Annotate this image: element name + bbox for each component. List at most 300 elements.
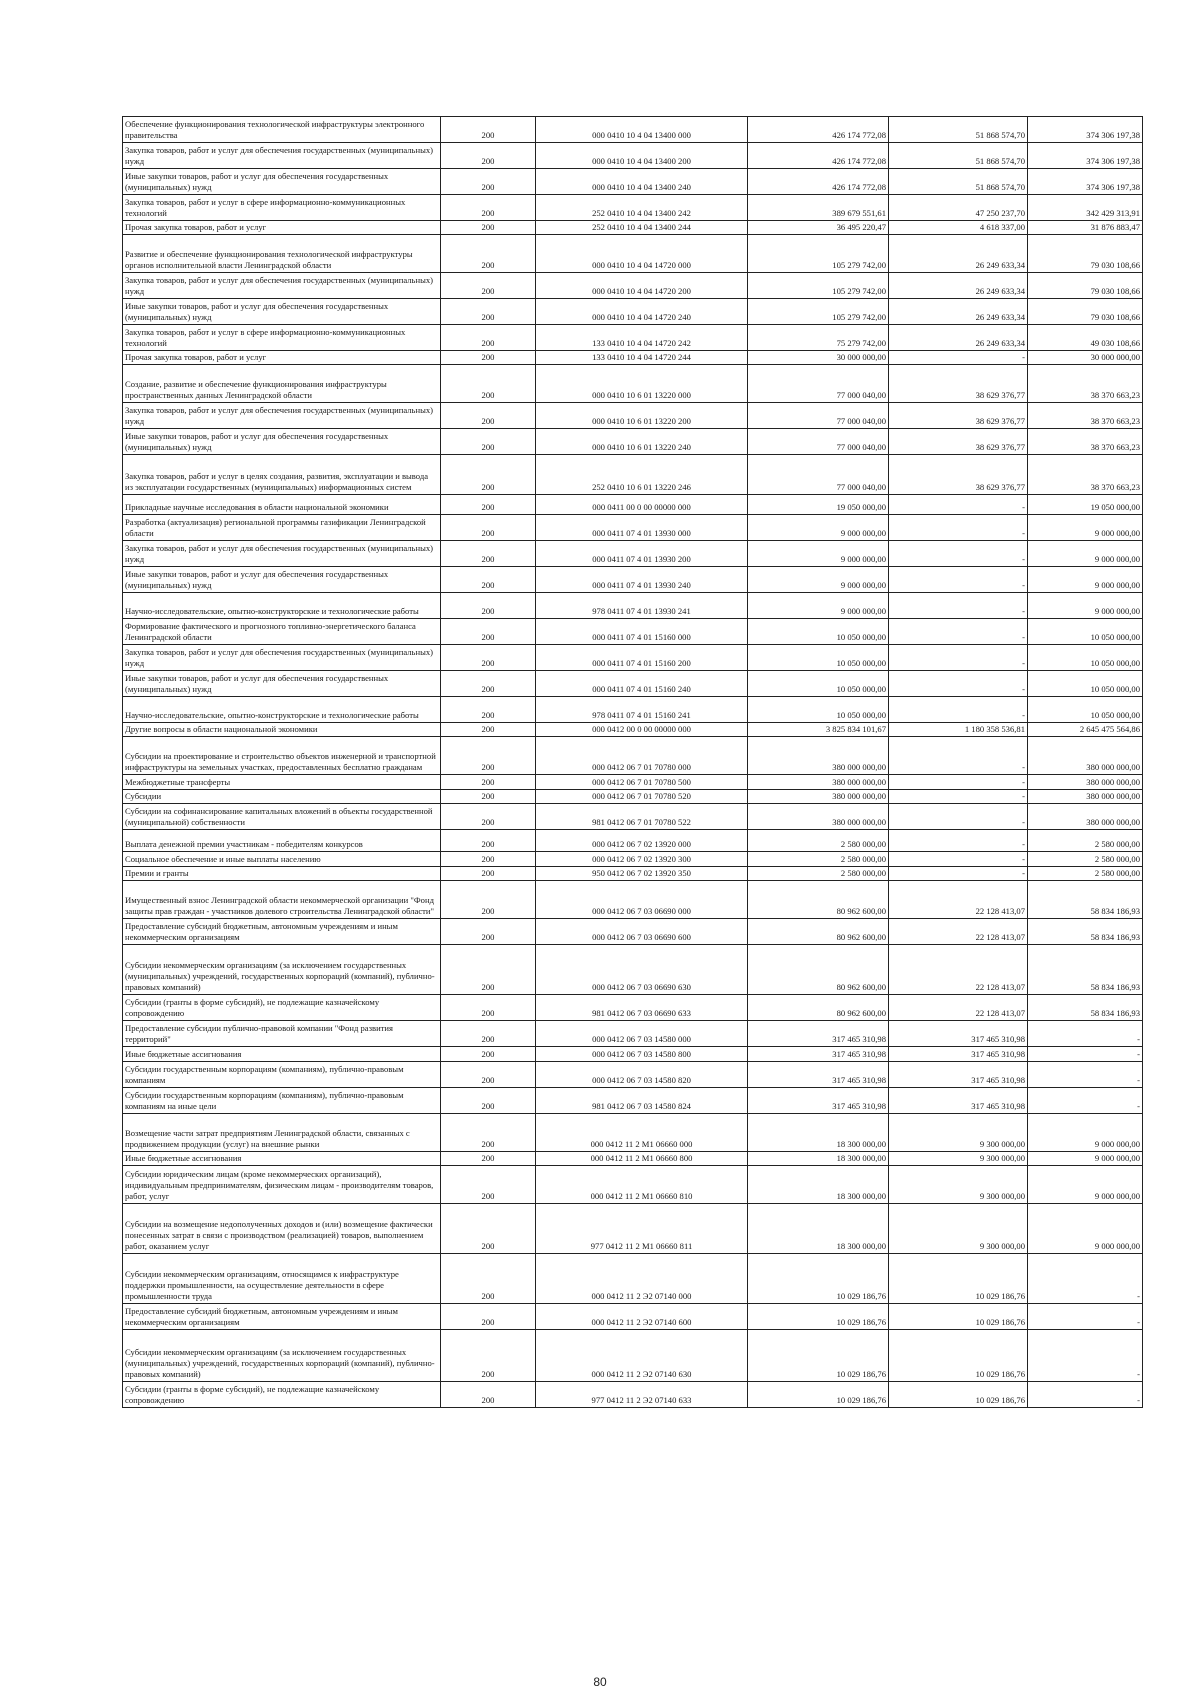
remaining-amount: 10 050 000,00 [1028, 645, 1143, 671]
budget-classification-code: 000 0412 11 2 Э2 07140 600 [536, 1304, 748, 1330]
line-code: 200 [441, 1204, 536, 1254]
line-code: 200 [441, 1330, 536, 1382]
line-code: 200 [441, 143, 536, 169]
approved-amount: 77 000 040,00 [748, 429, 889, 455]
executed-amount: - [889, 804, 1028, 830]
line-code: 200 [441, 325, 536, 351]
table-row [123, 495, 1143, 515]
remaining-amount: 58 834 186,93 [1028, 881, 1143, 919]
budget-classification-code: 000 0412 11 2 Э2 07140 000 [536, 1254, 748, 1304]
executed-amount: - [889, 852, 1028, 867]
line-code: 200 [441, 619, 536, 645]
row-name: Иные закупки товаров, работ и услуг для обеспечения государственных (муниципальных) нужд [123, 429, 441, 455]
line-code: 200 [441, 723, 536, 737]
line-code: 200 [441, 221, 536, 235]
budget-classification-code: 000 0412 00 0 00 00000 000 [536, 723, 748, 737]
row-name: Субсидии некоммерческим организациям, относящимся к инфраструктуре поддержки промышленности, на осуществление деятельности в сфере промышленности труда [123, 1254, 441, 1304]
budget-classification-code: 000 0412 11 2 M1 06660 810 [536, 1166, 748, 1204]
executed-amount: - [889, 737, 1028, 775]
budget-classification-code: 000 0411 07 4 01 15160 200 [536, 645, 748, 671]
budget-classification-code: 000 0411 07 4 01 15160 240 [536, 671, 748, 697]
budget-classification-code: 133 0410 10 4 04 14720 244 [536, 351, 748, 365]
remaining-amount: 19 050 000,00 [1028, 495, 1143, 515]
approved-amount: 10 050 000,00 [748, 645, 889, 671]
approved-amount: 10 029 186,76 [748, 1304, 889, 1330]
executed-amount: 317 465 310,98 [889, 1062, 1028, 1088]
executed-amount: 317 465 310,98 [889, 1088, 1028, 1114]
row-name: Субсидии (гранты в форме субсидий), не подлежащие казначейскому сопровождению [123, 995, 441, 1021]
remaining-amount: 380 000 000,00 [1028, 775, 1143, 790]
table-row [123, 995, 1143, 1021]
approved-amount: 18 300 000,00 [748, 1114, 889, 1152]
remaining-amount: 31 876 883,47 [1028, 221, 1143, 235]
table-row [123, 723, 1143, 737]
approved-amount: 36 495 220,47 [748, 221, 889, 235]
line-code: 200 [441, 235, 536, 273]
row-name: Закупка товаров, работ и услуг для обеспечения государственных (муниципальных) нужд [123, 645, 441, 671]
row-name: Субсидии государственным корпорациям (компаниям), публично-правовым компаниям на иные цели [123, 1088, 441, 1114]
remaining-amount: 79 030 108,66 [1028, 235, 1143, 273]
budget-classification-code: 000 0412 06 7 01 70780 500 [536, 775, 748, 790]
approved-amount: 10 050 000,00 [748, 697, 889, 723]
budget-classification-code: 000 0412 11 2 M1 06660 800 [536, 1152, 748, 1166]
line-code: 200 [441, 1166, 536, 1204]
executed-amount: 22 128 413,07 [889, 919, 1028, 945]
executed-amount: - [889, 790, 1028, 804]
row-name: Имущественный взнос Ленинградской области некоммерческой организации "Фонд защиты прав граждан - участников долевого строительства Ленинградской области" [123, 881, 441, 919]
table-row [123, 235, 1143, 273]
approved-amount: 9 000 000,00 [748, 567, 889, 593]
budget-classification-code: 000 0410 10 4 04 13400 000 [536, 117, 748, 143]
remaining-amount: 38 370 663,23 [1028, 455, 1143, 495]
row-name: Закупка товаров, работ и услуг для обеспечения государственных (муниципальных) нужд [123, 403, 441, 429]
line-code: 200 [441, 1088, 536, 1114]
budget-classification-code: 000 0410 10 6 01 13220 200 [536, 403, 748, 429]
executed-amount: 38 629 376,77 [889, 365, 1028, 403]
approved-amount: 18 300 000,00 [748, 1166, 889, 1204]
remaining-amount: - [1028, 1330, 1143, 1382]
table-row [123, 143, 1143, 169]
approved-amount: 426 174 772,08 [748, 143, 889, 169]
remaining-amount: 9 000 000,00 [1028, 593, 1143, 619]
approved-amount: 75 279 742,00 [748, 325, 889, 351]
executed-amount: - [889, 830, 1028, 852]
table-row [123, 221, 1143, 235]
approved-amount: 380 000 000,00 [748, 804, 889, 830]
executed-amount: - [889, 645, 1028, 671]
line-code: 200 [441, 495, 536, 515]
executed-amount: 26 249 633,34 [889, 235, 1028, 273]
executed-amount: - [889, 541, 1028, 567]
budget-classification-code: 000 0411 07 4 01 13930 240 [536, 567, 748, 593]
remaining-amount: 9 000 000,00 [1028, 541, 1143, 567]
table-row [123, 830, 1143, 852]
approved-amount: 317 465 310,98 [748, 1062, 889, 1088]
remaining-amount: 38 370 663,23 [1028, 429, 1143, 455]
executed-amount: - [889, 593, 1028, 619]
line-code: 200 [441, 169, 536, 195]
table-row [123, 775, 1143, 790]
line-code: 200 [441, 515, 536, 541]
executed-amount: 317 465 310,98 [889, 1021, 1028, 1047]
remaining-amount: 342 429 313,91 [1028, 195, 1143, 221]
line-code: 200 [441, 541, 536, 567]
executed-amount: 4 618 337,00 [889, 221, 1028, 235]
remaining-amount: 2 645 475 564,86 [1028, 723, 1143, 737]
budget-classification-code: 000 0410 10 4 04 13400 240 [536, 169, 748, 195]
budget-classification-code: 000 0410 10 6 01 13220 000 [536, 365, 748, 403]
approved-amount: 77 000 040,00 [748, 403, 889, 429]
row-name: Субсидии государственным корпорациям (компаниям), публично-правовым компаниям [123, 1062, 441, 1088]
line-code: 200 [441, 1152, 536, 1166]
row-name: Иные закупки товаров, работ и услуг для обеспечения государственных (муниципальных) нужд [123, 169, 441, 195]
budget-classification-code: 000 0412 06 7 02 13920 000 [536, 830, 748, 852]
budget-classification-code: 981 0412 06 7 03 14580 824 [536, 1088, 748, 1114]
approved-amount: 105 279 742,00 [748, 273, 889, 299]
remaining-amount: 49 030 108,66 [1028, 325, 1143, 351]
line-code: 200 [441, 1254, 536, 1304]
approved-amount: 426 174 772,08 [748, 169, 889, 195]
approved-amount: 9 000 000,00 [748, 515, 889, 541]
executed-amount: - [889, 567, 1028, 593]
remaining-amount: 374 306 197,38 [1028, 169, 1143, 195]
budget-classification-code: 981 0412 06 7 01 70780 522 [536, 804, 748, 830]
table-row [123, 1166, 1143, 1204]
executed-amount: 47 250 237,70 [889, 195, 1028, 221]
row-name: Межбюджетные трансферты [123, 775, 441, 790]
executed-amount: 9 300 000,00 [889, 1204, 1028, 1254]
table-row [123, 737, 1143, 775]
row-name: Предоставление субсидии публично-правовой компании "Фонд развития территорий" [123, 1021, 441, 1047]
executed-amount: 9 300 000,00 [889, 1152, 1028, 1166]
line-code: 200 [441, 737, 536, 775]
budget-classification-code: 000 0411 00 0 00 00000 000 [536, 495, 748, 515]
remaining-amount: 9 000 000,00 [1028, 1114, 1143, 1152]
row-name: Субсидии (гранты в форме субсидий), не подлежащие казначейскому сопровождению [123, 1382, 441, 1408]
remaining-amount: - [1028, 1254, 1143, 1304]
remaining-amount: 38 370 663,23 [1028, 365, 1143, 403]
remaining-amount: 9 000 000,00 [1028, 1204, 1143, 1254]
row-name: Научно-исследовательские, опытно-конструкторские и технологические работы [123, 593, 441, 619]
budget-classification-code: 000 0412 06 7 01 70780 000 [536, 737, 748, 775]
executed-amount: 26 249 633,34 [889, 299, 1028, 325]
remaining-amount: 9 000 000,00 [1028, 1152, 1143, 1166]
line-code: 200 [441, 299, 536, 325]
table-row [123, 365, 1143, 403]
table-row [123, 1152, 1143, 1166]
executed-amount: 22 128 413,07 [889, 995, 1028, 1021]
executed-amount: 10 029 186,76 [889, 1254, 1028, 1304]
budget-classification-code: 000 0411 07 4 01 15160 000 [536, 619, 748, 645]
remaining-amount: - [1028, 1062, 1143, 1088]
line-code: 200 [441, 1304, 536, 1330]
remaining-amount: - [1028, 1088, 1143, 1114]
row-name: Предоставление субсидий бюджетным, автономным учреждениям и иным некоммерческим организациям [123, 919, 441, 945]
executed-amount: 22 128 413,07 [889, 881, 1028, 919]
line-code: 200 [441, 1021, 536, 1047]
executed-amount: 51 868 574,70 [889, 169, 1028, 195]
table-row [123, 1062, 1143, 1088]
row-name: Закупка товаров, работ и услуг для обеспечения государственных (муниципальных) нужд [123, 541, 441, 567]
line-code: 200 [441, 351, 536, 365]
table-row [123, 619, 1143, 645]
table-row [123, 852, 1143, 867]
approved-amount: 105 279 742,00 [748, 235, 889, 273]
row-name: Социальное обеспечение и иные выплаты населению [123, 852, 441, 867]
executed-amount: 26 249 633,34 [889, 325, 1028, 351]
budget-classification-code: 950 0412 06 7 02 13920 350 [536, 867, 748, 881]
budget-classification-code: 000 0412 06 7 03 14580 000 [536, 1021, 748, 1047]
row-name: Закупка товаров, работ и услуг в сфере информационно-коммуникационных технологий [123, 325, 441, 351]
table-row [123, 273, 1143, 299]
table-row [123, 455, 1143, 495]
table-row [123, 1254, 1143, 1304]
row-name: Прочая закупка товаров, работ и услуг [123, 351, 441, 365]
table-row [123, 1047, 1143, 1062]
row-name: Возмещение части затрат предприятиям Ленинградской области, связанных с продвижением продукции (услуг) на внешние рынки [123, 1114, 441, 1152]
budget-classification-code: 252 0410 10 4 04 13400 244 [536, 221, 748, 235]
approved-amount: 77 000 040,00 [748, 365, 889, 403]
executed-amount: 317 465 310,98 [889, 1047, 1028, 1062]
table-row [123, 515, 1143, 541]
approved-amount: 10 029 186,76 [748, 1330, 889, 1382]
approved-amount: 30 000 000,00 [748, 351, 889, 365]
row-name: Формирование фактического и прогнозного топливно-энергетического баланса Ленинградской области [123, 619, 441, 645]
budget-classification-code: 000 0412 06 7 03 06690 000 [536, 881, 748, 919]
remaining-amount: 374 306 197,38 [1028, 143, 1143, 169]
line-code: 200 [441, 671, 536, 697]
remaining-amount: 58 834 186,93 [1028, 919, 1143, 945]
executed-amount: - [889, 775, 1028, 790]
approved-amount: 10 029 186,76 [748, 1254, 889, 1304]
remaining-amount: 9 000 000,00 [1028, 567, 1143, 593]
row-name: Иные закупки товаров, работ и услуг для обеспечения государственных (муниципальных) нужд [123, 671, 441, 697]
approved-amount: 80 962 600,00 [748, 995, 889, 1021]
budget-classification-code: 000 0412 06 7 01 70780 520 [536, 790, 748, 804]
budget-classification-code: 978 0411 07 4 01 13930 241 [536, 593, 748, 619]
executed-amount: 9 300 000,00 [889, 1166, 1028, 1204]
remaining-amount: - [1028, 1021, 1143, 1047]
approved-amount: 317 465 310,98 [748, 1047, 889, 1062]
row-name: Иные бюджетные ассигнования [123, 1152, 441, 1166]
budget-classification-code: 977 0412 11 2 M1 06660 811 [536, 1204, 748, 1254]
row-name: Научно-исследовательские, опытно-конструкторские и технологические работы [123, 697, 441, 723]
remaining-amount: 79 030 108,66 [1028, 273, 1143, 299]
remaining-amount: 2 580 000,00 [1028, 830, 1143, 852]
budget-classification-code: 000 0412 06 7 03 06690 600 [536, 919, 748, 945]
row-name: Прочая закупка товаров, работ и услуг [123, 221, 441, 235]
approved-amount: 317 465 310,98 [748, 1088, 889, 1114]
table-row [123, 403, 1143, 429]
table-row [123, 804, 1143, 830]
budget-classification-code: 000 0410 10 4 04 13400 200 [536, 143, 748, 169]
line-code: 200 [441, 455, 536, 495]
line-code: 200 [441, 365, 536, 403]
budget-classification-code: 000 0412 06 7 03 14580 800 [536, 1047, 748, 1062]
row-name: Закупка товаров, работ и услуг в целях создания, развития, эксплуатации и вывода из эксплуатации государственных (муниципальных) информационных систем [123, 455, 441, 495]
approved-amount: 105 279 742,00 [748, 299, 889, 325]
executed-amount: 9 300 000,00 [889, 1114, 1028, 1152]
budget-classification-code: 000 0412 06 7 02 13920 300 [536, 852, 748, 867]
remaining-amount: 38 370 663,23 [1028, 403, 1143, 429]
table-row [123, 945, 1143, 995]
budget-classification-code: 000 0412 06 7 03 06690 630 [536, 945, 748, 995]
budget-classification-code: 252 0410 10 6 01 13220 246 [536, 455, 748, 495]
budget-classification-code: 000 0412 06 7 03 14580 820 [536, 1062, 748, 1088]
executed-amount: 26 249 633,34 [889, 273, 1028, 299]
budget-classification-code: 981 0412 06 7 03 06690 633 [536, 995, 748, 1021]
approved-amount: 317 465 310,98 [748, 1021, 889, 1047]
executed-amount: 38 629 376,77 [889, 429, 1028, 455]
row-name: Выплата денежной премии участникам - победителям конкурсов [123, 830, 441, 852]
remaining-amount: 10 050 000,00 [1028, 671, 1143, 697]
approved-amount: 9 000 000,00 [748, 593, 889, 619]
row-name: Субсидии некоммерческим организациям (за исключением государственных (муниципальных) учреждений, государственных корпораций (компаний), публично-правовых компаний) [123, 945, 441, 995]
approved-amount: 426 174 772,08 [748, 117, 889, 143]
executed-amount: 1 180 358 536,81 [889, 723, 1028, 737]
table-row [123, 117, 1143, 143]
approved-amount: 77 000 040,00 [748, 455, 889, 495]
approved-amount: 2 580 000,00 [748, 867, 889, 881]
budget-classification-code: 000 0411 07 4 01 13930 200 [536, 541, 748, 567]
row-name: Субсидии на проектирование и строительство объектов инженерной и транспортной инфраструктуры на земельных участках, предоставленных бесплатно гражданам [123, 737, 441, 775]
row-name: Субсидии на софинансирование капитальных вложений в объекты государственной (муниципальной) собственности [123, 804, 441, 830]
row-name: Субсидии юридическим лицам (кроме некоммерческих организаций), индивидуальным предпринимателям, физическим лицам - производителям товаров, работ, услуг [123, 1166, 441, 1204]
table-row [123, 867, 1143, 881]
line-code: 200 [441, 790, 536, 804]
remaining-amount: 58 834 186,93 [1028, 995, 1143, 1021]
approved-amount: 80 962 600,00 [748, 945, 889, 995]
budget-classification-code: 000 0411 07 4 01 13930 000 [536, 515, 748, 541]
executed-amount: 10 029 186,76 [889, 1330, 1028, 1382]
table-row [123, 593, 1143, 619]
remaining-amount: - [1028, 1047, 1143, 1062]
table-row [123, 567, 1143, 593]
budget-classification-code: 000 0410 10 4 04 14720 000 [536, 235, 748, 273]
table-row [123, 351, 1143, 365]
approved-amount: 18 300 000,00 [748, 1152, 889, 1166]
executed-amount: 10 029 186,76 [889, 1304, 1028, 1330]
line-code: 200 [441, 1382, 536, 1408]
row-name: Разработка (актуализация) региональной программы газификации Ленинградской области [123, 515, 441, 541]
row-name: Предоставление субсидий бюджетным, автономным учреждениям и иным некоммерческим организациям [123, 1304, 441, 1330]
executed-amount: - [889, 867, 1028, 881]
row-name: Обеспечение функционирования технологической инфраструктуры электронного правительства [123, 117, 441, 143]
executed-amount: - [889, 697, 1028, 723]
line-code: 200 [441, 881, 536, 919]
line-code: 200 [441, 945, 536, 995]
table-row [123, 1021, 1143, 1047]
executed-amount: - [889, 515, 1028, 541]
table-row [123, 697, 1143, 723]
table-row [123, 881, 1143, 919]
table-row [123, 1204, 1143, 1254]
line-code: 200 [441, 995, 536, 1021]
row-name: Закупка товаров, работ и услуг для обеспечения государственных (муниципальных) нужд [123, 273, 441, 299]
remaining-amount: 9 000 000,00 [1028, 1166, 1143, 1204]
budget-classification-code: 000 0412 11 2 Э2 07140 630 [536, 1330, 748, 1382]
remaining-amount: 380 000 000,00 [1028, 790, 1143, 804]
line-code: 200 [441, 1047, 536, 1062]
line-code: 200 [441, 919, 536, 945]
row-name: Иные закупки товаров, работ и услуг для обеспечения государственных (муниципальных) нужд [123, 299, 441, 325]
remaining-amount: 2 580 000,00 [1028, 867, 1143, 881]
executed-amount: 38 629 376,77 [889, 455, 1028, 495]
table-row [123, 1330, 1143, 1382]
budget-classification-code: 252 0410 10 4 04 13400 242 [536, 195, 748, 221]
executed-amount: - [889, 495, 1028, 515]
table-row [123, 790, 1143, 804]
row-name: Премии и гранты [123, 867, 441, 881]
approved-amount: 380 000 000,00 [748, 775, 889, 790]
budget-classification-code: 000 0410 10 4 04 14720 200 [536, 273, 748, 299]
remaining-amount: - [1028, 1382, 1143, 1408]
approved-amount: 389 679 551,61 [748, 195, 889, 221]
executed-amount: 51 868 574,70 [889, 143, 1028, 169]
approved-amount: 9 000 000,00 [748, 541, 889, 567]
remaining-amount: 79 030 108,66 [1028, 299, 1143, 325]
line-code: 200 [441, 117, 536, 143]
approved-amount: 10 029 186,76 [748, 1382, 889, 1408]
row-name: Субсидии на возмещение недополученных доходов и (или) возмещение фактически понесенных затрат в связи с производством (реализацией) товаров, выполнением работ, оказанием услуг [123, 1204, 441, 1254]
line-code: 200 [441, 567, 536, 593]
line-code: 200 [441, 1114, 536, 1152]
remaining-amount: 2 580 000,00 [1028, 852, 1143, 867]
approved-amount: 380 000 000,00 [748, 737, 889, 775]
budget-execution-table [122, 116, 1143, 1408]
budget-classification-code: 133 0410 10 4 04 14720 242 [536, 325, 748, 351]
remaining-amount: 58 834 186,93 [1028, 945, 1143, 995]
remaining-amount: 9 000 000,00 [1028, 515, 1143, 541]
remaining-amount: 380 000 000,00 [1028, 737, 1143, 775]
line-code: 200 [441, 273, 536, 299]
approved-amount: 80 962 600,00 [748, 919, 889, 945]
table-row [123, 325, 1143, 351]
line-code: 200 [441, 830, 536, 852]
table-row [123, 169, 1143, 195]
table-row [123, 1088, 1143, 1114]
page-number: 80 [593, 1675, 607, 1689]
row-name: Субсидии некоммерческим организациям (за исключением государственных (муниципальных) учреждений, государственных корпораций (компаний), публично-правовых компаний) [123, 1330, 441, 1382]
budget-classification-code: 000 0412 11 2 M1 06660 000 [536, 1114, 748, 1152]
budget-classification-code: 977 0412 11 2 Э2 07140 633 [536, 1382, 748, 1408]
remaining-amount: 10 050 000,00 [1028, 619, 1143, 645]
row-name: Закупка товаров, работ и услуг для обеспечения государственных (муниципальных) нужд [123, 143, 441, 169]
table-row [123, 1382, 1143, 1408]
table-row [123, 671, 1143, 697]
executed-amount: 51 868 574,70 [889, 117, 1028, 143]
row-name: Иные бюджетные ассигнования [123, 1047, 441, 1062]
executed-amount: 38 629 376,77 [889, 403, 1028, 429]
table-row [123, 1114, 1143, 1152]
table-row [123, 541, 1143, 567]
remaining-amount: 10 050 000,00 [1028, 697, 1143, 723]
remaining-amount: 30 000 000,00 [1028, 351, 1143, 365]
row-name: Закупка товаров, работ и услуг в сфере информационно-коммуникационных технологий [123, 195, 441, 221]
table-row [123, 645, 1143, 671]
approved-amount: 3 825 834 101,67 [748, 723, 889, 737]
row-name: Создание, развитие и обеспечение функционирования инфраструктуры пространственных данных Ленинградской области [123, 365, 441, 403]
line-code: 200 [441, 645, 536, 671]
row-name: Субсидии [123, 790, 441, 804]
approved-amount: 380 000 000,00 [748, 790, 889, 804]
line-code: 200 [441, 697, 536, 723]
executed-amount: 22 128 413,07 [889, 945, 1028, 995]
table-row [123, 1304, 1143, 1330]
budget-sheet [122, 116, 1142, 1408]
line-code: 200 [441, 429, 536, 455]
line-code: 200 [441, 867, 536, 881]
